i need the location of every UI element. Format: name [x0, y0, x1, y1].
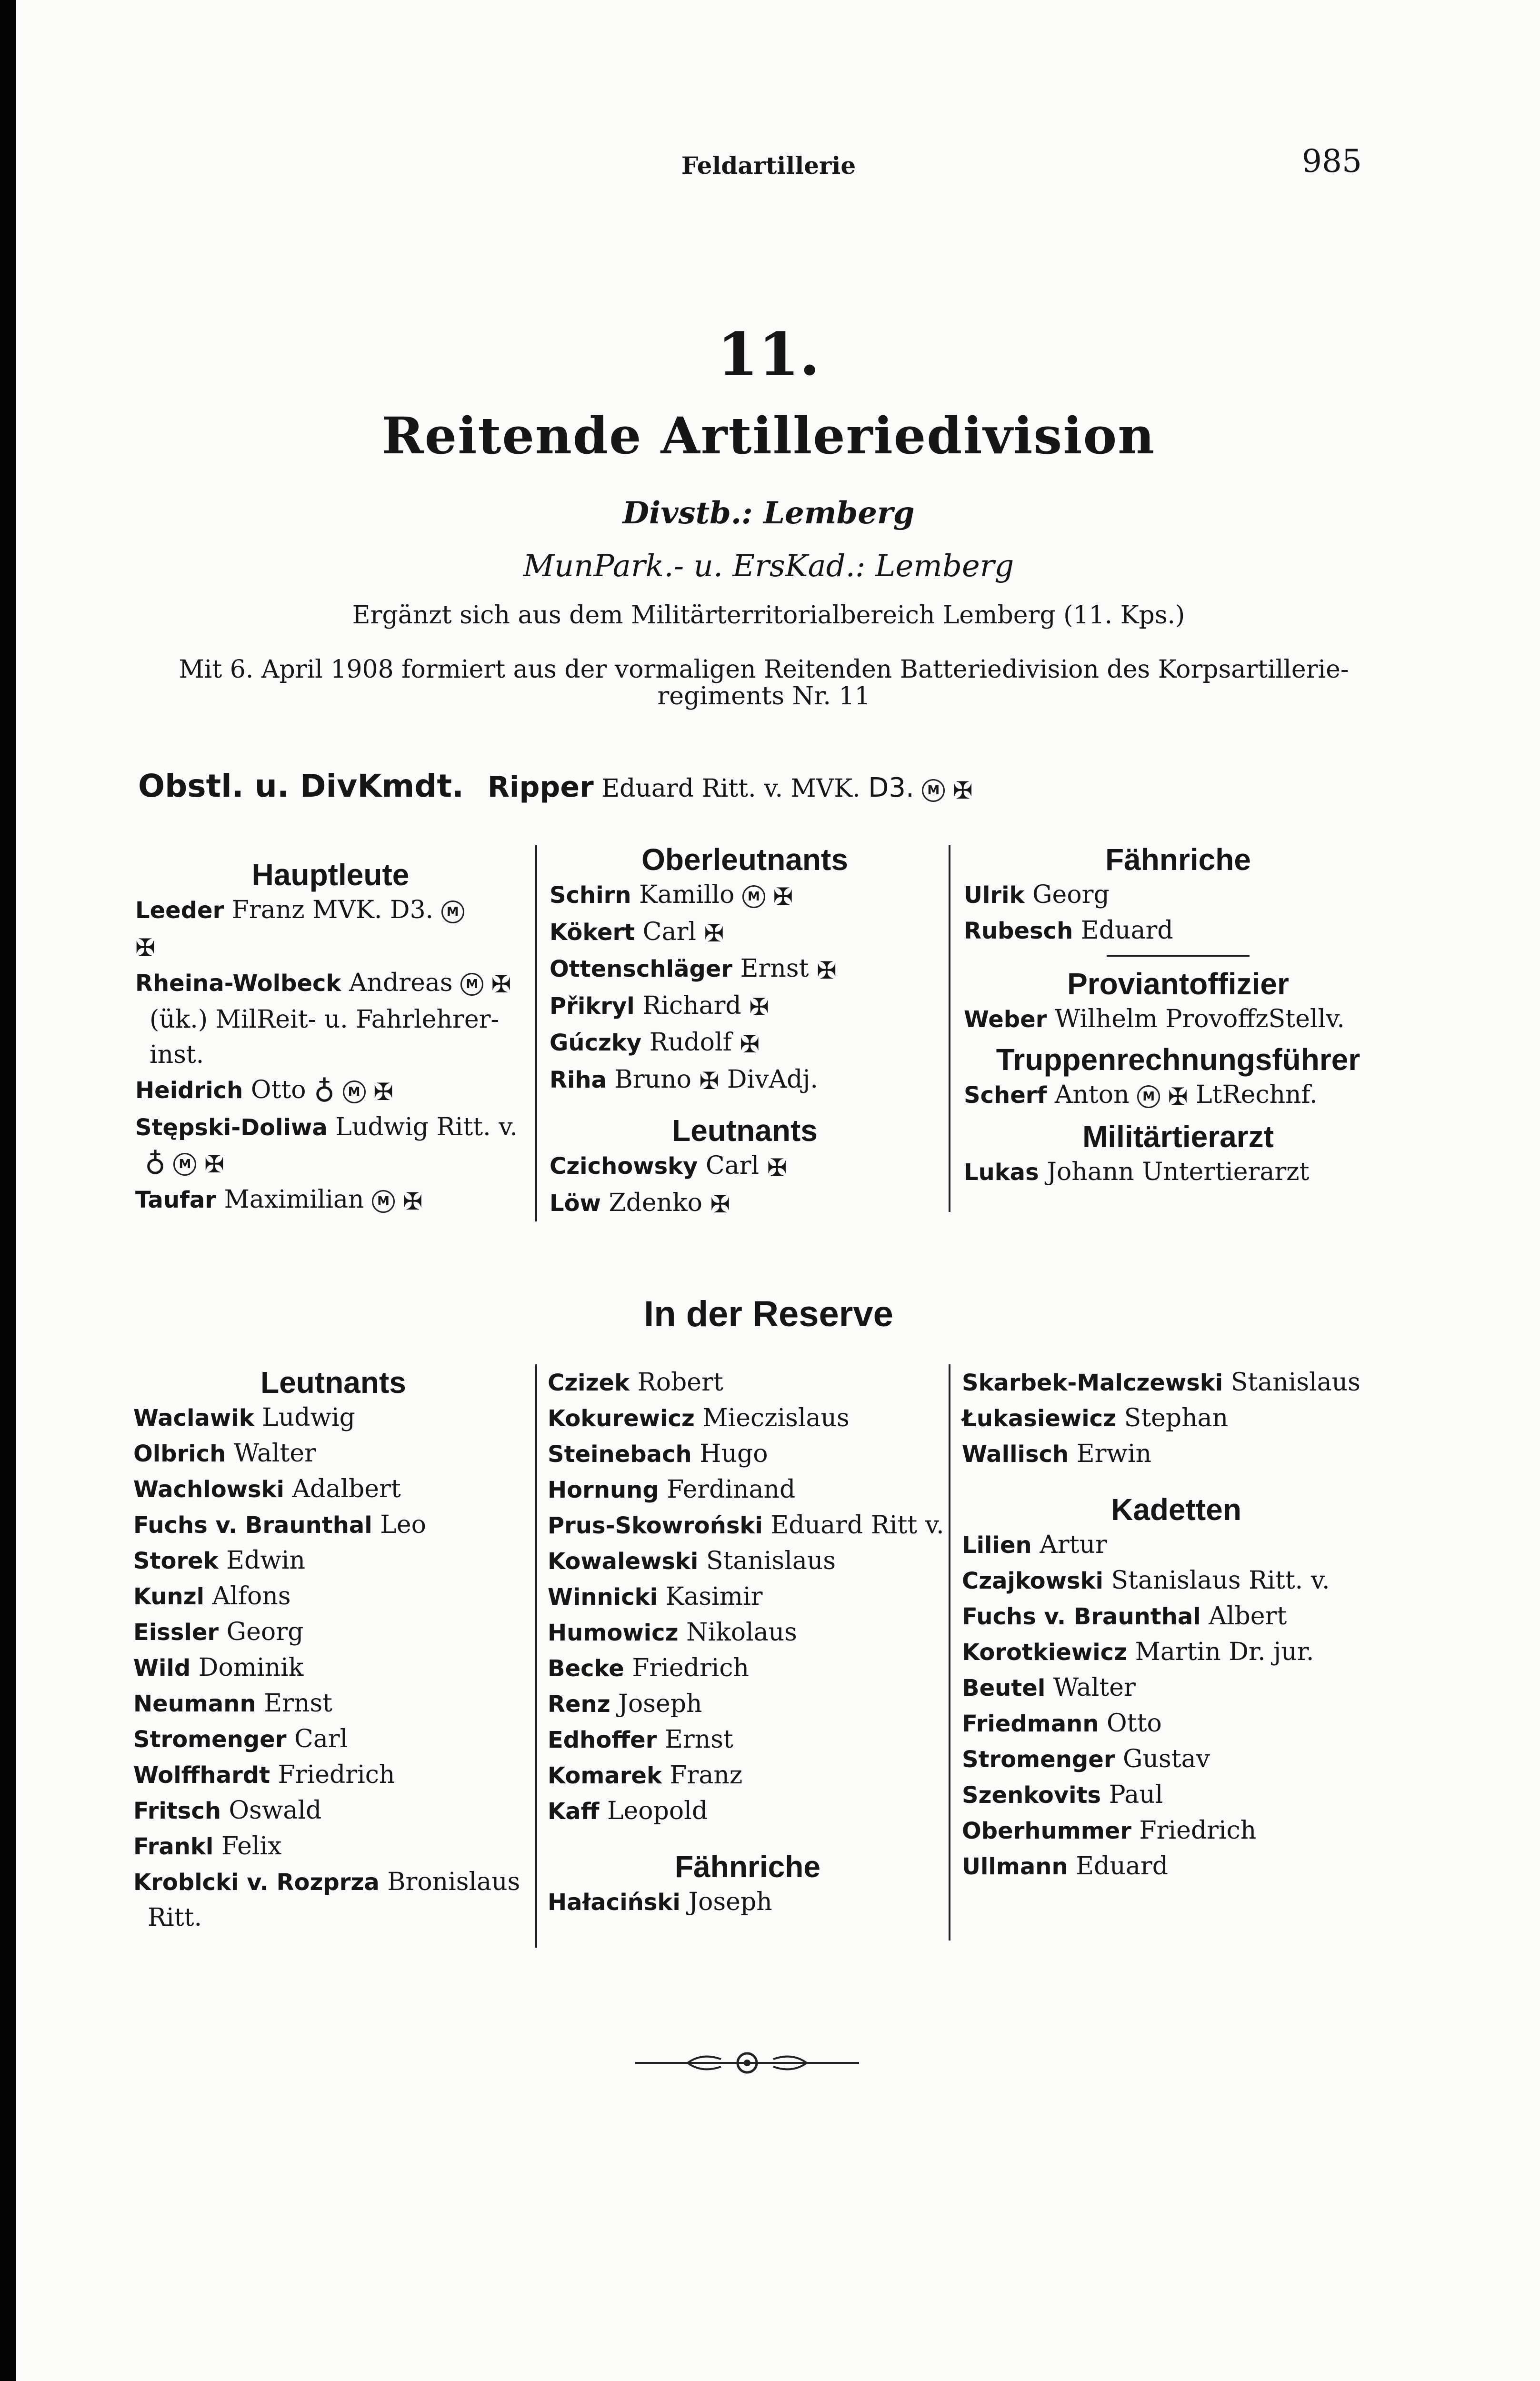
cross-icon: ✠: [773, 882, 793, 910]
ribbon-icon: ♁: [145, 1148, 166, 1181]
merit-medal-icon: M: [1137, 1085, 1160, 1108]
merit-medal-icon: M: [343, 1080, 366, 1103]
merit-medal-icon: M: [742, 885, 765, 908]
list-item: Czizek Robert: [548, 1368, 723, 1397]
cross-icon: ✠: [767, 1153, 787, 1181]
list-item: Komarek Franz: [548, 1761, 743, 1790]
oberleutnants-heading: Oberleutnants: [641, 842, 848, 877]
section-title: Reitende Artilleriedivision: [381, 406, 1156, 465]
hauptleute-column: Hauptleute Leeder Franz MVK. D3. M ✠ Rheina-Wolbeck Andreas M ✠ (ük.) MilReit- u. Fahrlehrer- inst. Heidrich Otto ♁ M ✠ Stępski-Doliwa Ludwig Ritt. v. ♁ M ✠ Taufar Maximilian M ✠: [135, 857, 526, 1219]
divstb-line: Divstb.: Lemberg: [622, 495, 915, 531]
divider: [1107, 955, 1250, 957]
list-item: Schirn Kamillo M ✠: [550, 877, 940, 914]
ribbon-icon: ♁: [314, 1075, 335, 1109]
list-item: Korotkiewicz Martin Dr. jur.: [962, 1638, 1314, 1666]
list-item: Weber Wilhelm ProvoffzStellv.: [964, 1005, 1345, 1033]
list-item: Czichowsky Carl ✠: [550, 1148, 940, 1185]
list-item: Skarbek-Malczewski Stanislaus: [962, 1368, 1360, 1397]
list-item: Neumann Ernst: [133, 1689, 333, 1718]
list-item: Leeder Franz MVK. D3. M: [135, 892, 526, 928]
list-item: Prus-Skowroński Eduard Ritt v.: [548, 1511, 944, 1540]
list-item: Ulrik Georg: [964, 880, 1110, 909]
ornament-divider: [635, 2046, 859, 2080]
cross-icon: ✠: [740, 1030, 760, 1058]
reserve-heading: In der Reserve: [644, 1294, 893, 1334]
faehnriche-column: [964, 842, 1392, 1190]
cross-icon: ✠: [1168, 1082, 1188, 1110]
list-item: Wallisch Erwin: [962, 1440, 1152, 1468]
running-head: Feldartillerie: [681, 151, 856, 180]
cross-icon: ✠: [704, 920, 724, 947]
page-number: 985: [1302, 143, 1362, 180]
list-item: Kökert Carl ✠: [550, 914, 940, 951]
commander-rest: Eduard Ritt. v. MVK.: [601, 774, 860, 803]
list-item: Olbrich Walter: [133, 1439, 316, 1468]
munpark-line: MunPark.- u. ErsKad.: Lemberg: [523, 549, 1014, 584]
list-item: Lukas Johann Untertierarzt: [964, 1157, 1310, 1186]
list-item: Fuchs v. Braunthal Albert: [962, 1602, 1287, 1631]
list-item: Stępski-Doliwa Ludwig Ritt. v.: [135, 1112, 518, 1141]
column-divider: [535, 845, 537, 1221]
merit-medal-icon: M: [460, 973, 483, 996]
ergaenzt-line: Ergänzt sich aus dem Militärterritorialbereich Lemberg (11. Kps.): [352, 601, 1185, 630]
tierarzt-heading: Militärtierarzt: [1082, 1119, 1274, 1154]
column-divider: [535, 1364, 537, 1948]
faehnriche-heading: Fähnriche: [1105, 842, 1251, 877]
list-item: Taufar Maximilian M ✠: [135, 1182, 526, 1219]
hauptleute-heading: Hauptleute: [251, 858, 410, 892]
list-item: Kroblcki v. Rozprza Bronislaus: [133, 1868, 520, 1896]
list-item: Fuchs v. Braunthal Leo: [133, 1511, 426, 1539]
commander-surname: Ripper: [487, 770, 594, 804]
list-item: Stromenger Gustav: [962, 1745, 1210, 1773]
list-item: Scherf Anton M ✠ LtRechnf.: [964, 1077, 1392, 1114]
list-item: Storek Edwin: [133, 1546, 306, 1575]
list-item: Renz Joseph: [548, 1690, 702, 1718]
list-item: Czajkowski Stanislaus Ritt. v.: [962, 1566, 1330, 1595]
list-item: Fritsch Oswald: [133, 1796, 322, 1825]
list-item: Kaff Leopold: [548, 1797, 708, 1825]
list-item: Edhoffer Ernst: [548, 1725, 733, 1754]
list-item: Friedmann Otto: [962, 1709, 1162, 1738]
proviant-heading: Proviantoffizier: [1067, 967, 1289, 1001]
list-item: Wolffhardt Friedrich: [133, 1761, 395, 1789]
list-item: Beutel Walter: [962, 1673, 1136, 1702]
list-item: Waclawik Ludwig: [133, 1403, 355, 1432]
list-item: Gúczky Rudolf ✠: [550, 1025, 940, 1062]
list-item: Löw Zdenko ✠: [550, 1185, 940, 1222]
cross-icon: ✠: [699, 1067, 720, 1095]
list-item: Ullmann Eduard: [962, 1852, 1169, 1881]
cross-icon: ✠: [204, 1150, 224, 1178]
leutnants-heading: Leutnants: [672, 1113, 818, 1148]
list-item: Rheina-Wolbeck Andreas M ✠: [135, 965, 526, 1002]
commander-d3: D3.: [868, 772, 914, 803]
list-item: Oberhummer Friedrich: [962, 1816, 1257, 1845]
list-item: Szenkovits Paul: [962, 1781, 1163, 1809]
reserve-leutnants-column-2: [548, 1365, 948, 1920]
cross-icon: ✠: [952, 776, 973, 804]
list-item: Steinebach Hugo: [548, 1440, 768, 1468]
list-item: Wild Dominik: [133, 1653, 304, 1682]
column-divider: [949, 845, 950, 1212]
list-item: Riha Bruno ✠ DivAdj.: [550, 1062, 940, 1099]
list-item: Přikryl Richard ✠: [550, 988, 940, 1025]
merit-medal-icon: M: [173, 1153, 196, 1176]
reserve-leutnants-column-1: Leutnants Waclawik Ludwig Olbrich Walter Wachlowski Adalbert Fuchs v. Braunthal Leo Storek Edwin Kunzl Alfons Eissler Georg Wild Dominik Neumann Ernst Stromenger Carl Wolffhardt Friedrich Fritsch Oswald Frankl Felix Kroblcki v. Rozprza Bronislaus Ritt.: [133, 1365, 533, 1935]
list-item: Hornung Ferdinand: [548, 1475, 796, 1504]
reserve-leutnants-heading: Leutnants: [260, 1365, 406, 1400]
cross-icon: ✠: [402, 1187, 423, 1215]
list-item: Łukasiewicz Stephan: [962, 1404, 1229, 1432]
list-item: Becke Friedrich: [548, 1654, 750, 1682]
list-item: Humowicz Nikolaus: [548, 1618, 797, 1647]
list-item: Wachlowski Adalbert: [133, 1475, 401, 1503]
cross-icon: ✠: [710, 1190, 730, 1218]
cross-icon: ✠: [135, 933, 155, 961]
list-item: Lilien Artur: [962, 1531, 1107, 1559]
list-item: Frankl Felix: [133, 1832, 282, 1861]
truppenrechnung-heading: Truppenrechnungsführer: [996, 1042, 1360, 1077]
list-item: Kunzl Alfons: [133, 1582, 291, 1611]
list-item: Kokurewicz Mieczislaus: [548, 1404, 850, 1432]
list-item: Hałaciński Joseph: [548, 1888, 772, 1916]
list-item: Winnicki Kasimir: [548, 1582, 763, 1611]
merit-medal-icon: M: [922, 779, 945, 802]
list-item: Ottenschläger Ernst ✠: [550, 951, 940, 988]
list-item: Heidrich Otto ♁ M ✠: [135, 1075, 394, 1109]
list-item: Eissler Georg: [133, 1618, 304, 1646]
list-item: Kowalewski Stanislaus: [548, 1547, 836, 1575]
merit-medal-icon: M: [441, 900, 464, 923]
cross-icon: ✠: [373, 1078, 394, 1106]
merit-medal-icon: M: [372, 1190, 395, 1213]
cross-icon: ✠: [749, 993, 770, 1021]
oberleutnants-column: [550, 842, 940, 1222]
cross-icon: ✠: [817, 956, 837, 984]
formed-note: Mit 6. April 1908 formiert aus der vormaligen Reitenden Batteriedivision des Korpsartillerie-regiments Nr. 11: [179, 655, 1349, 710]
reserve-faehnriche-heading: Fähnriche: [675, 1850, 820, 1884]
commander-line: [138, 768, 973, 804]
column-divider: [949, 1364, 950, 1941]
list-item: Stromenger Carl: [133, 1725, 348, 1753]
commander-label: Obstl. u. DivKmdt.: [138, 768, 464, 804]
kadetten-heading: Kadetten: [1111, 1492, 1241, 1527]
list-item: Rubesch Eduard: [964, 916, 1173, 945]
book-page: [16, 0, 1540, 2381]
reserve-leutnants-column-3: [962, 1365, 1390, 1884]
section-number: 11.: [717, 320, 820, 389]
cross-icon: ✠: [491, 970, 511, 998]
